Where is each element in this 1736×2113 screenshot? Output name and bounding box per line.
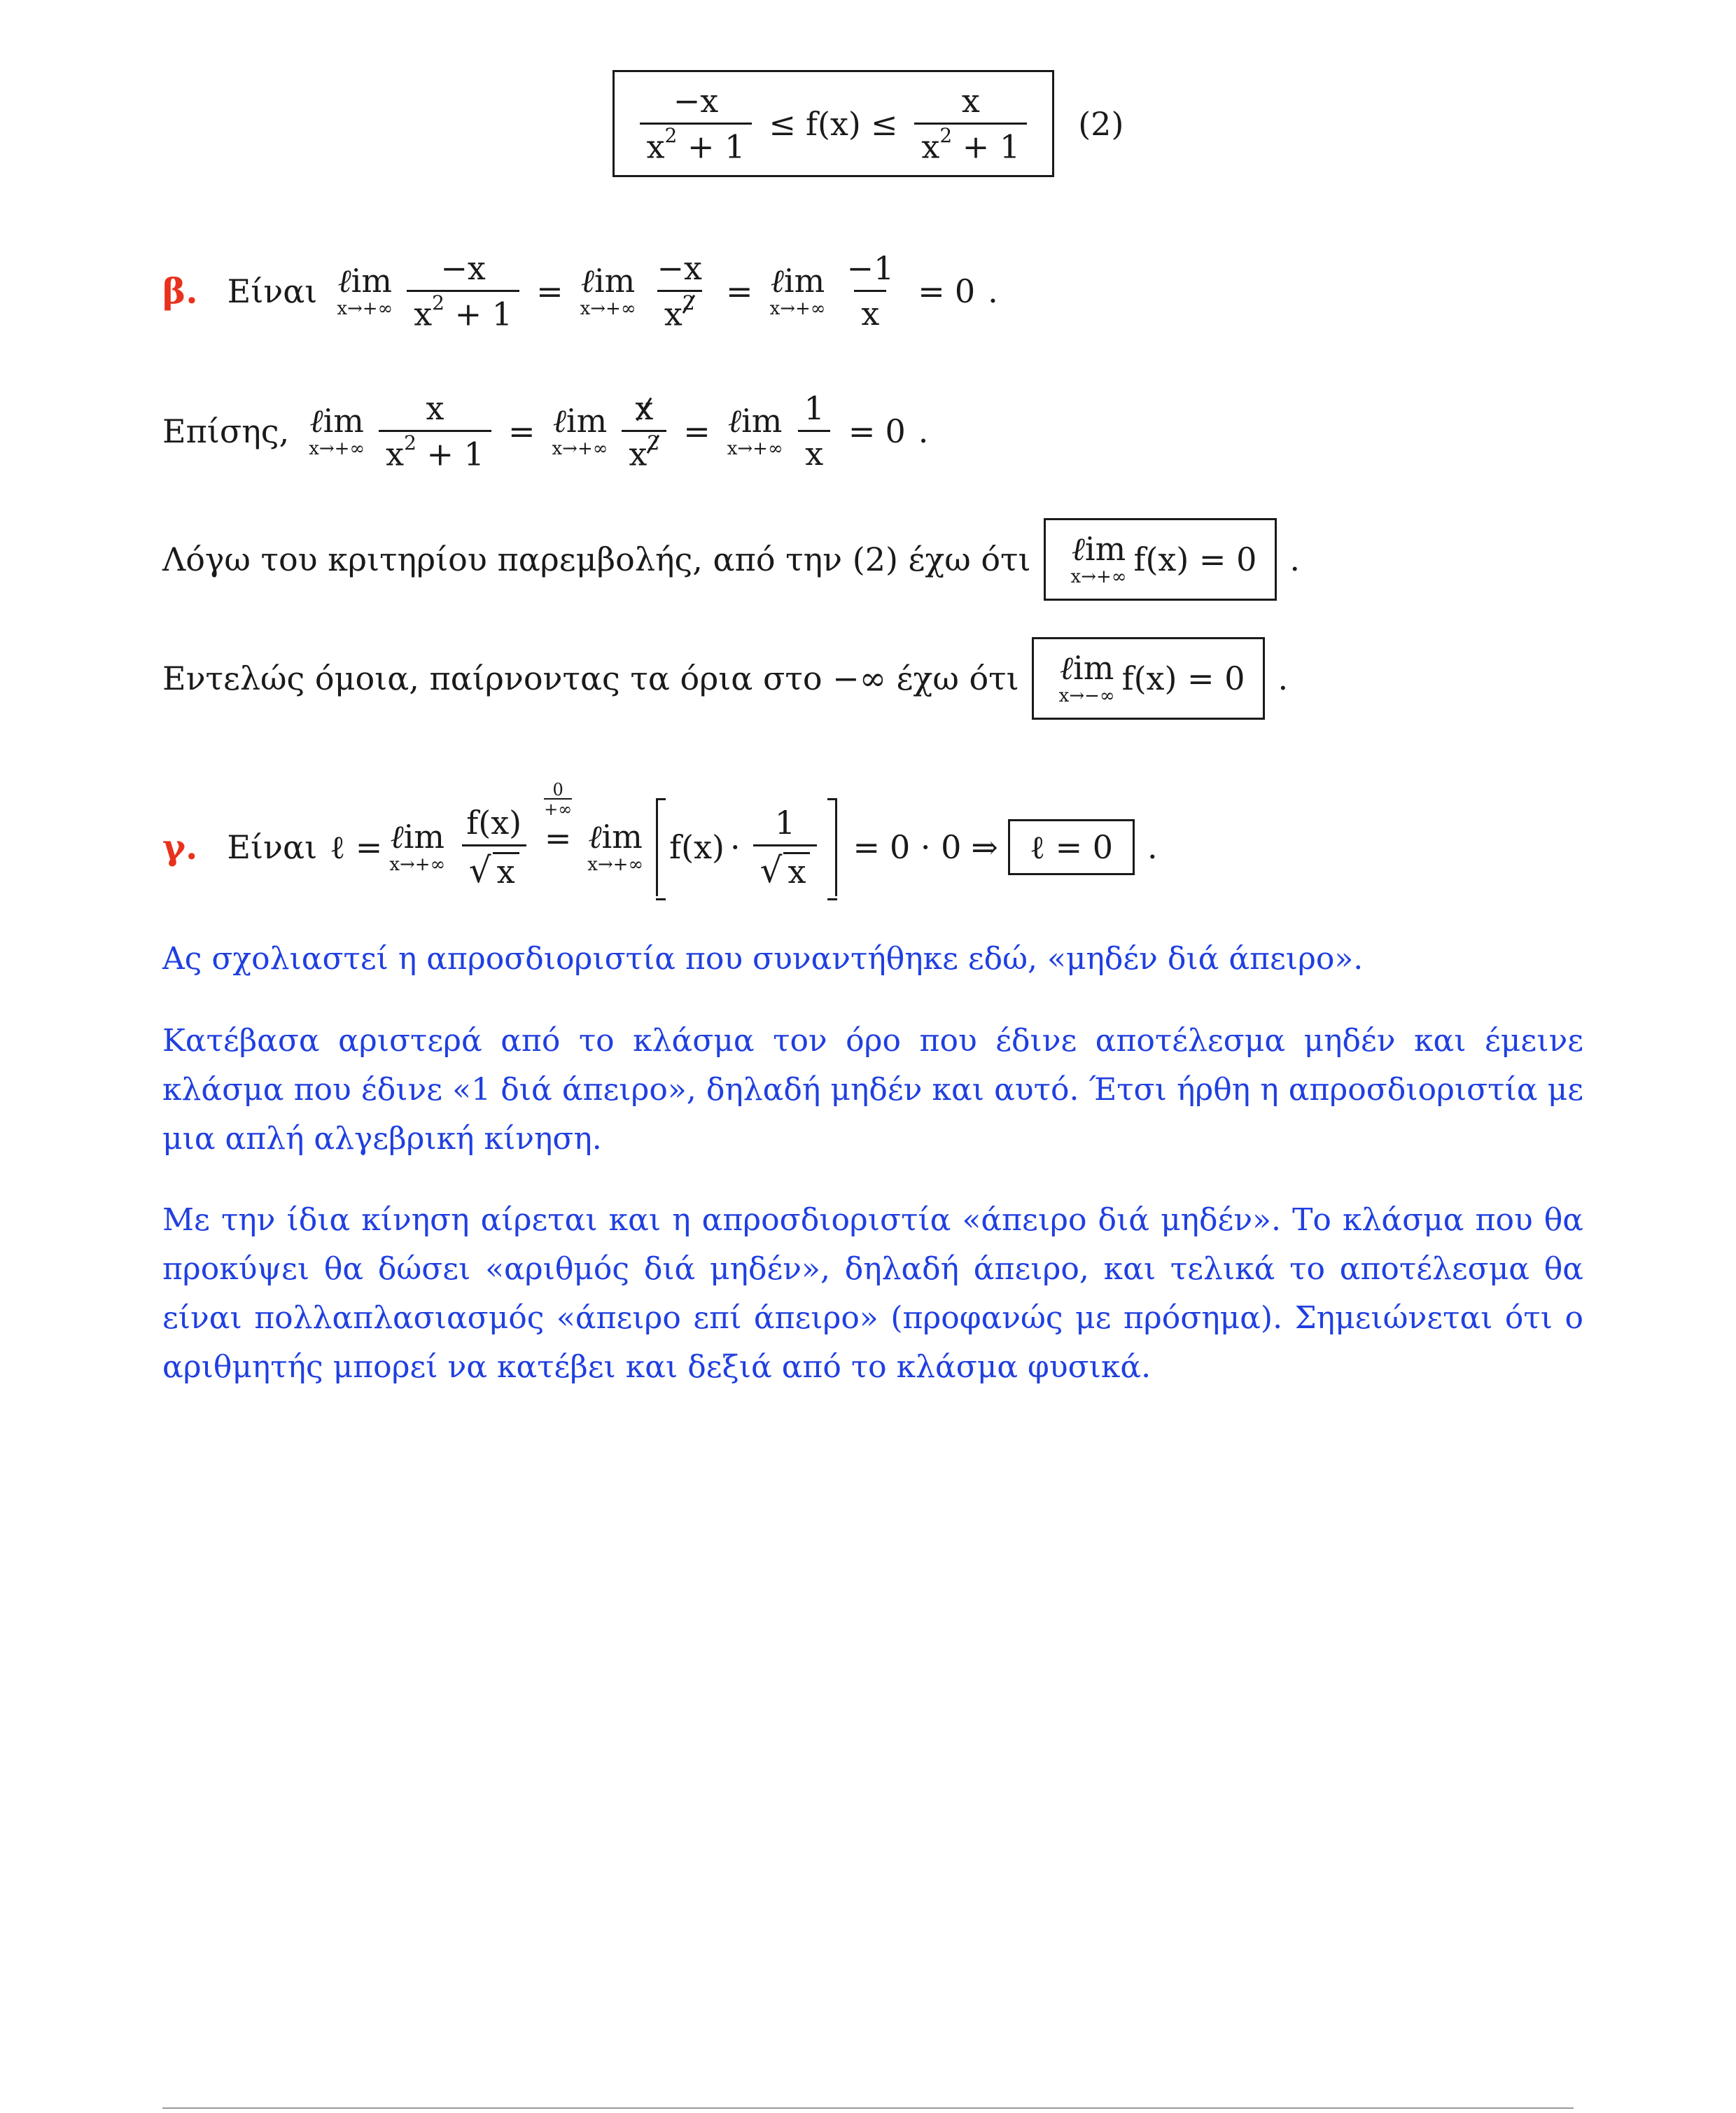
annotated-equals: 0 +∞ = (544, 780, 573, 857)
limit-operator: ℓim x→+∞ (727, 401, 783, 459)
comment-paragraph-1: Ας σχολιαστεί η απροσδιοριστία που συναντήθηκε εδώ, «μηδέν διά άπειρο». (162, 941, 1364, 977)
fx: f(x) (805, 104, 861, 143)
le-sign: ≤ (769, 104, 796, 143)
le-sign: ≤ (870, 104, 898, 143)
numerator: x (961, 82, 980, 120)
fraction-x-over-x2-plus-1 (914, 82, 1027, 166)
comment-paragraph-3: Με την ίδια κίνηση αίρεται και η απροσδιοριστία «άπειρο διά μηδέν». Το κλάσμα που θα προκύψει θα δώσει «αριθμός διά μηδέν», δηλαδή άπειρο, και τελικά το αποτέλεσμα θα είναι πολλαπλασιασμός «άπειρο επί άπειρο» (προφανώς με πρόσημα). Σημειώνεται ότι ο αριθμητής μπορεί να κατέβει και δεξιά από το κλάσμα φυσικά. (162, 1202, 1583, 1385)
limit-operator: ℓim x→+∞ (580, 261, 636, 319)
part-c-intro: Είναι (227, 828, 318, 866)
similarly-text: Εντελώς όμοια, παίρνοντας τα όρια στο −∞ έχω ότι (162, 660, 1019, 697)
fraction-cancelled: $\frac{x}{x2}$ (622, 392, 666, 470)
limit-operator: ℓim x→+∞ (587, 818, 644, 875)
denominator: $x^2 + 1$ (640, 123, 752, 162)
part-b-line-2: Επίσης, ℓim x→+∞ $\frac{x}{x^2 + 1}$ = ℓim x→+∞ $\frac{x}{x2}$ = ℓim x→+∞ $\frac{1}{x}$ = 0 . (162, 389, 929, 473)
part-b-label: β. (162, 270, 198, 312)
square-brackets: f(x) · 1 √ x (656, 798, 837, 896)
part-c-label: γ. (162, 826, 198, 867)
part-c-line: γ. Είναι ℓ = ℓim x→+∞ f(x) √ x 0 +∞ = ℓim x→+∞ f(x) · 1 √ x = 0 · 0 ⇒ ℓ = 0 . (162, 798, 1574, 896)
numerator: −x (673, 82, 719, 120)
limit-operator: ℓim x→+∞ (309, 401, 365, 459)
boxed-inequality-line (162, 70, 1574, 177)
comment-paragraph-2: Κατέβασα αριστερά από το κλάσμα τον όρο που έδινε αποτέλεσμα μηδέν και έμεινε κλάσμα που έδινε «1 διά άπειρο», δηλαδή μηδέν και αυτό. Έτσι ήρθη η απροσδιοριστία με μια απλή αλγεβρική κίνηση. (162, 1023, 1583, 1157)
fraction-fx-over-sqrtx: f(x) √ x (459, 807, 528, 888)
fraction: $\frac{1}{x}$ (797, 392, 832, 470)
boxed-ell-zero: ℓ = 0 (1008, 819, 1135, 875)
also-text: Επίσης, (162, 412, 290, 450)
fraction-cancelled: $\frac{-x}{x2}$ (657, 249, 703, 333)
limit-operator: ℓim x→+∞ (337, 261, 393, 319)
limit-operator: ℓim x→+∞ (769, 261, 826, 319)
part-b-line-1: β. Είναι ℓim x→+∞ $\frac{-x}{x^2 + 1}$ = ℓim x→+∞ $\frac{-x}{x2}$ = ℓim x→+∞ $\frac{-1}{x}$ = 0 . (162, 249, 998, 333)
part-b-intro: Είναι (227, 272, 318, 310)
squeeze-text: Λόγω του κριτηρίου παρεμβολής, από την (2) έχω ότι (162, 541, 1031, 578)
denominator: $x^2 + 1$ (914, 123, 1027, 162)
similarly-line: Εντελώς όμοια, παίρνοντας τα όρια στο −∞ έχω ότι ℓim x→−∞ f(x) = 0 . (162, 637, 1574, 720)
fraction: $\frac{-1}{x}$ (846, 249, 895, 333)
boxed-limit-plus-inf: ℓim x→+∞ f(x) = 0 (1044, 518, 1278, 601)
fraction-neg-x-over-x2-plus-1 (640, 82, 752, 166)
inequality-box (612, 70, 1055, 177)
fraction: $\frac{x}{x^2 + 1}$ (379, 392, 491, 470)
fraction: $\frac{-x}{x^2 + 1}$ (407, 252, 519, 330)
limit-operator: ℓim x→+∞ (552, 401, 608, 459)
ell-equals: ℓ = (330, 828, 383, 866)
limit-operator: ℓim x→+∞ (389, 818, 446, 875)
boxed-limit-minus-inf: ℓim x→−∞ f(x) = 0 (1032, 637, 1266, 720)
footer-rule (162, 2107, 1574, 2109)
squeeze-line: Λόγω του κριτηρίου παρεμβολής, από την (2) έχω ότι ℓim x→+∞ f(x) = 0 . (162, 518, 1574, 601)
equation-label-2: (2) (1078, 104, 1124, 143)
